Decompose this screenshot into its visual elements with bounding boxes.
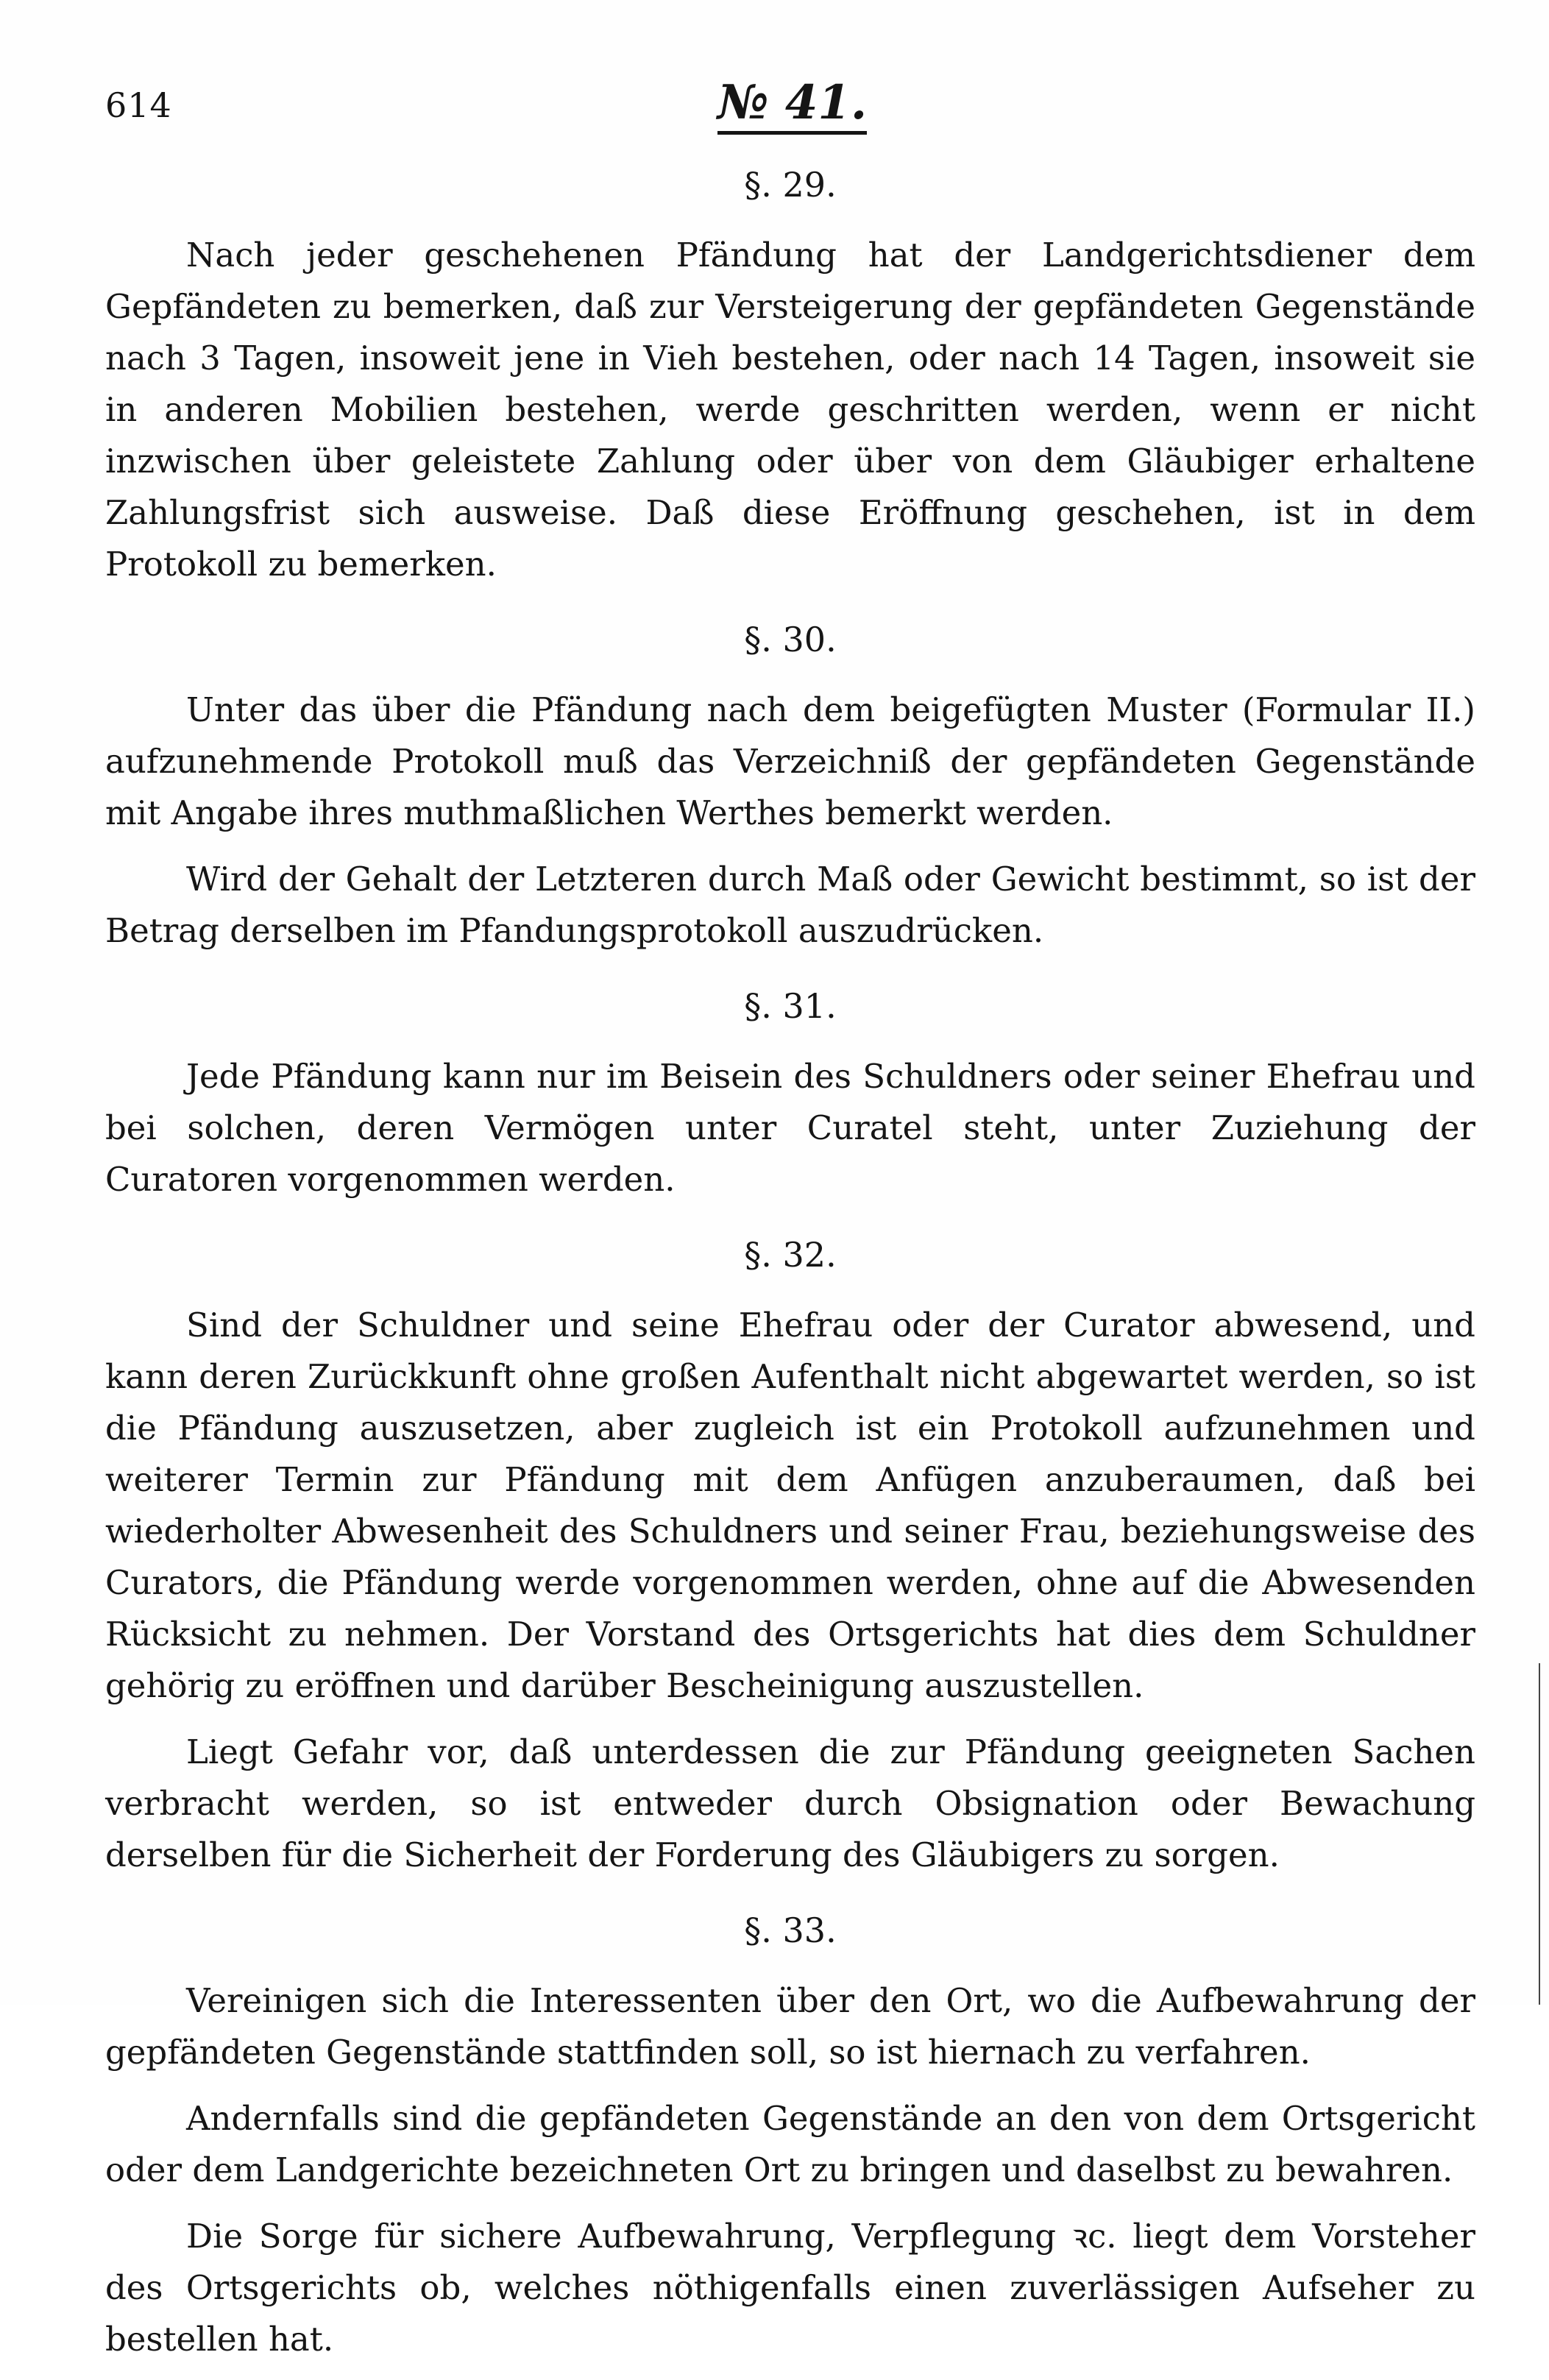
paragraph: Vereinigen sich die Interessenten über den Ort, wo die Aufbewahrung der gepfändeten Gegenstände stattfinden soll, so ist hiernach zu verfahren.	[105, 1981, 1475, 2072]
document-body	[105, 165, 1475, 2380]
paragraph: Jede Pfändung kann nur im Beisein des Schuldners oder seiner Ehefrau und bei solchen, deren Vermögen unter Curatel steht, unter Zuziehung der Curatoren vorgenommen werden.	[105, 1057, 1475, 1199]
paragraph: Die Sorge für sichere Aufbewahrung, Verpflegung ꝛc. liegt dem Vorsteher des Ortsgerichts ob, welches nöthigenfalls einen zuverlässigen Aufseher zu bestellen hat.	[105, 2217, 1475, 2359]
section-heading: §. 29.	[744, 165, 837, 205]
section-heading: §. 30.	[744, 620, 837, 659]
section-29	[105, 165, 1475, 590]
section-30	[105, 620, 1475, 957]
paragraph: Sind der Schuldner und seine Ehefrau oder der Curator abwesend, und kann deren Zurückkunft ohne großen Aufenthalt nicht abgewartet werden, so ist die Pfändung auszusetzen, aber zugleich ist ein Protokoll aufzunehmen und weiterer Termin zur Pfändung mit dem Anfügen anzuberaumen, daß bei wiederholter Abwesenheit des Schuldners und seiner Frau, beziehungsweise des Curators, die Pfändung werde vorgenommen werden, ohne auf die Abwesenden Rücksicht zu nehmen. Der Vorstand des Ortsgerichts hat dies dem Schuldner gehörig zu eröffnen und darüber Bescheinigung auszustellen.	[105, 1306, 1475, 1705]
paragraph: Andernfalls sind die gepfändeten Gegenstände an den von dem Ortsgericht oder dem Landgerichte bezeichneten Ort zu bringen und daselbst zu bewahren.	[105, 2099, 1475, 2189]
page-number: 614	[105, 85, 172, 125]
section-32	[105, 1235, 1475, 1881]
scan-edge-line	[1539, 1663, 1540, 2005]
section-33	[105, 1910, 1475, 2365]
issue-number: № 41.	[717, 79, 867, 135]
section-31	[105, 986, 1475, 1205]
section-heading: §. 31.	[744, 986, 837, 1026]
paragraph: Wird der Gehalt der Letzteren durch Maß oder Gewicht bestimmt, so ist der Betrag derselben im Pfandungsprotokoll auszudrücken.	[105, 860, 1475, 950]
paragraph: Nach jeder geschehenen Pfändung hat der Landgerichtsdiener dem Gepfändeten zu bemerken, daß zur Versteigerung der gepfändeten Gegenstände nach 3 Tagen, insoweit jene in Vieh bestehen, oder nach 14 Tagen, insoweit sie in anderen Mobilien bestehen, werde geschritten werden, wenn er nicht inzwischen über geleistete Zahlung oder über von dem Gläubiger erhaltene Zahlungsfrist sich ausweise. Daß diese Eröffnung geschehen, ist in dem Protokoll zu bemerken.	[105, 235, 1475, 584]
section-heading: §. 33.	[744, 1910, 837, 1950]
section-heading: §. 32.	[744, 1235, 837, 1275]
paragraph: Liegt Gefahr vor, daß unterdessen die zur Pfändung geeigneten Sachen verbracht werden, so ist entweder durch Obsignation oder Bewachung derselben für die Sicherheit der Forderung des Gläubigers zu sorgen.	[105, 1732, 1475, 1874]
paragraph: Unter das über die Pfändung nach dem beigefügten Muster (Formular II.) aufzunehmende Protokoll muß das Verzeichniß der gepfändeten Gegenstände mit Angabe ihres muthmaßlichen Werthes bemerkt werden.	[105, 690, 1475, 832]
